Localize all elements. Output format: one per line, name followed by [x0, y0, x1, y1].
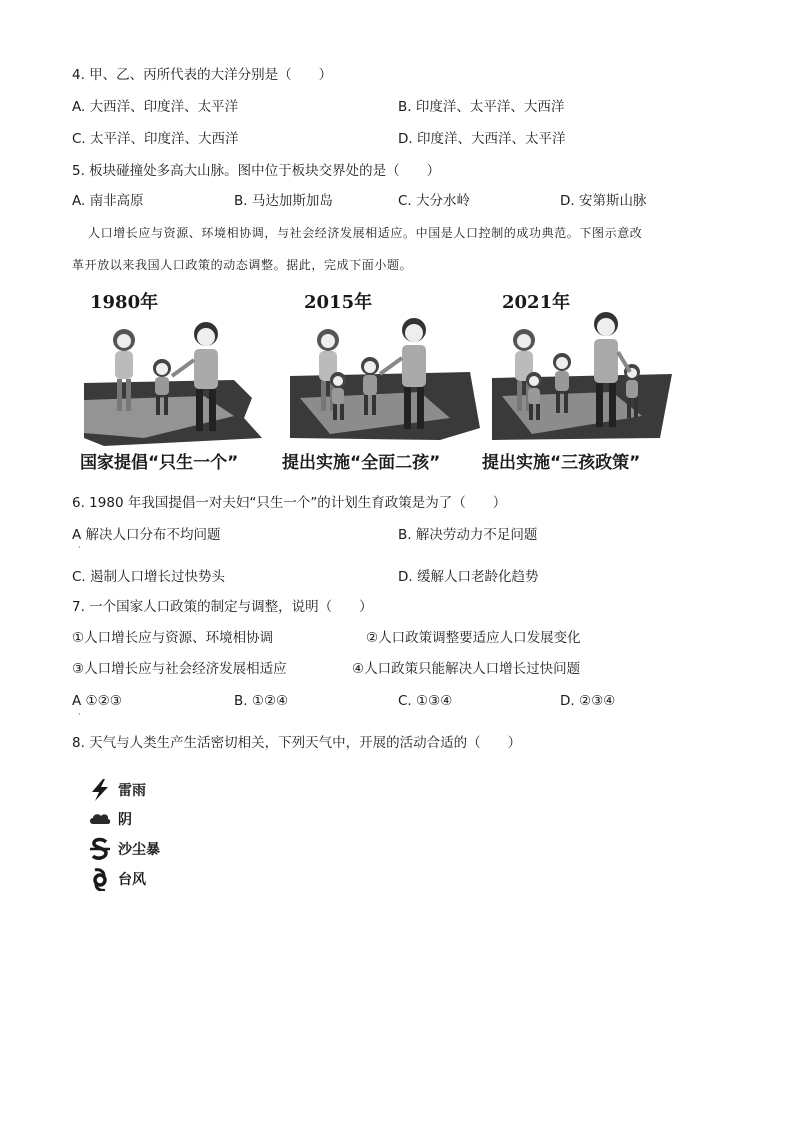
weather-legend-sandstorm — [88, 836, 160, 862]
q4-option-d: D. 印度洋、大西洋、太平洋 — [398, 131, 566, 147]
figure-panel-2021 — [492, 288, 688, 448]
panel-caption-1980: 国家提倡“只生一个” — [80, 453, 239, 473]
weather-label: 阴 — [118, 812, 132, 828]
scan-speck: · — [78, 710, 81, 719]
q6-option-c: C. 遏制人口增长过快势头 — [72, 569, 226, 585]
q7-option-d: D. ②③④ — [560, 693, 616, 709]
panel-year: 2015年 — [304, 292, 373, 313]
q7-stem: 7. 一个国家人口政策的制定与调整，说明（ ） — [72, 599, 373, 615]
weather-legend-thunderstorm — [88, 777, 146, 803]
sandstorm-icon — [88, 837, 112, 861]
q5-stem: 5. 板块碰撞处多高大山脉。图中位于板块交界处的是（ ） — [72, 163, 441, 179]
weather-legend-typhoon — [88, 866, 146, 892]
q4-option-b: B. 印度洋、太平洋、大西洋 — [398, 99, 565, 115]
weather-label: 沙尘暴 — [118, 842, 160, 858]
panel-caption-2021: 提出实施“三孩政策” — [482, 453, 641, 473]
q7-statement-3: ③人口增长应与社会经济发展相适应 — [72, 661, 287, 677]
cloud-icon — [88, 807, 112, 831]
q5-option-c: C. 大分水岭 — [398, 193, 471, 209]
q7-statement-2: ②人口政策调整要适应人口发展变化 — [366, 630, 581, 646]
q6-option-a: A 解决人口分布不均问题 — [72, 527, 221, 543]
q4-option-a: A. 大西洋、印度洋、太平洋 — [72, 99, 239, 115]
scan-speck: · — [78, 543, 81, 552]
q4-option-c: C. 太平洋、印度洋、大西洋 — [72, 131, 239, 147]
q4-stem: 4. 甲、乙、丙所代表的大洋分别是（ ） — [72, 67, 333, 83]
panel-caption-2015: 提出实施“全面二孩” — [282, 453, 441, 473]
q7-option-a: A ①②③ — [72, 693, 122, 709]
q7-option-b: B. ①②④ — [234, 693, 289, 709]
q5-option-d: D. 安第斯山脉 — [560, 193, 647, 209]
q8-stem: 8. 天气与人类生产生活密切相关，下列天气中，开展的活动合适的（ ） — [72, 735, 522, 751]
q7-option-c: C. ①③④ — [398, 693, 453, 709]
passage-line-2: 革开放以来我国人口政策的动态调整。据此，完成下面小题。 — [72, 258, 413, 272]
passage-line-1: 人口增长应与资源、环境相协调，与社会经济发展相适应。中国是人口控制的成功典范。下图示意改 — [88, 226, 643, 240]
typhoon-icon — [88, 867, 112, 891]
q6-stem: 6. 1980 年我国提倡一对夫妇“只生一个”的计划生育政策是为了（ ） — [72, 495, 507, 511]
panel-year: 1980年 — [90, 292, 159, 313]
q6-option-b: B. 解决劳动力不足问题 — [398, 527, 538, 543]
q5-option-b: B. 马达加斯加岛 — [234, 193, 333, 209]
panel-year: 2021年 — [502, 292, 571, 313]
q7-statement-1: ①人口增长应与资源、环境相协调 — [72, 630, 274, 646]
q6-option-d: D. 缓解人口老龄化趋势 — [398, 569, 539, 585]
weather-label: 台风 — [118, 872, 146, 888]
weather-label: 雷雨 — [118, 783, 146, 799]
q7-statement-4: ④人口政策只能解决人口增长过快问题 — [352, 661, 581, 677]
lightning-icon — [88, 778, 112, 802]
q5-option-a: A. 南非高原 — [72, 193, 144, 209]
weather-legend-overcast — [88, 806, 132, 832]
figure-panel-2015 — [290, 288, 486, 448]
figure-panel-1980 — [84, 288, 280, 448]
